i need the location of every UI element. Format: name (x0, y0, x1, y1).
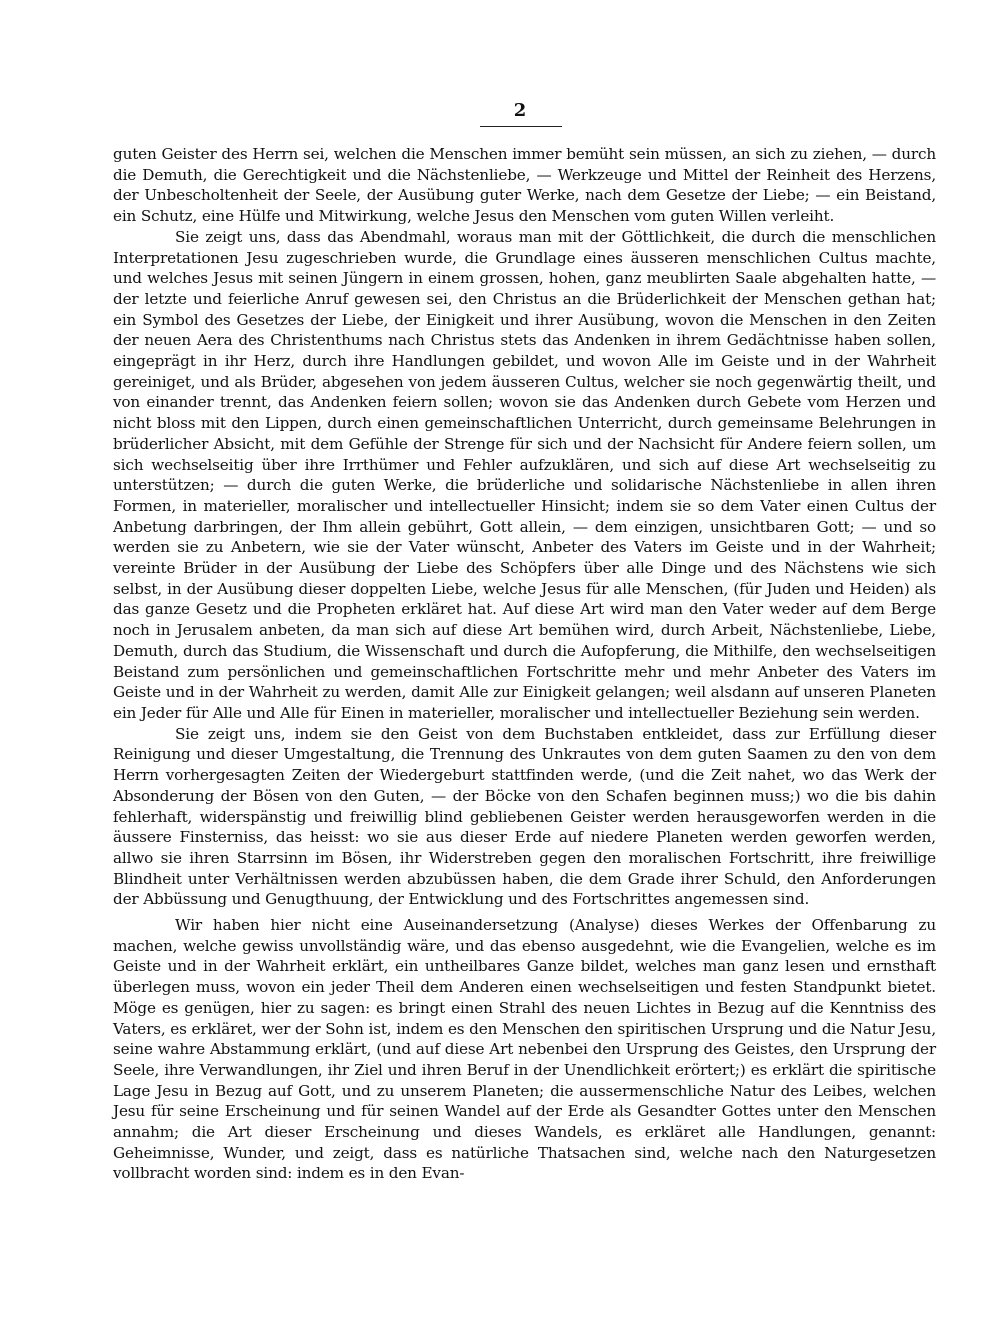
header-rule (480, 126, 562, 127)
paragraph-3: Sie zeigt uns, indem sie den Geist von dem Buchstaben entkleidet, dass zur Erfüllung dieser Reinigung und dieser Umgestaltung, die Trennung des Unkrautes von dem guten Saamen zu den von dem Herrn vorhergesagten Zeiten der Wiedergeburt stattfinden werde, (und die Zeit nahet, wo das Werk der Absonderung der Bösen von den Guten, — der Böcke von den Schafen beginnen muss;) wo die bis dahin fehlerhaft, widerspänstig und freiwillig blind gebliebenen Geister werden herausgeworfen werden in die äussere Finsterniss, das heisst: wo sie aus dieser Erde auf niedere Planeten werden geworfen werden, allwo sie ihren Starrsinn im Bösen, ihr Widerstreben gegen den moralischen Fortschritt, ihre freiwillige Blindheit unter Verhältnissen werden abzubüssen haben, die dem Grade ihrer Schuld, den Anforderungen der Abbüssung und Genugthuung, der Entwicklung und des Fortschrittes angemessen sind. (113, 724, 936, 909)
paragraph-1: guten Geister des Herrn sei, welchen die Menschen immer bemüht sein müssen, an sich zu ziehen, — durch die Demuth, die Gerechtigkeit und die Nächstenliebe, — Werkzeuge und Mittel der Reinheit des Herzens, der Unbescholtenheit der Seele, der Ausübung guter Werke, nach dem Gesetze der Liebe; — ein Beistand, ein Schutz, eine Hülfe und Mitwirkung, welche Jesus den Menschen vom guten Willen verleiht. (113, 145, 936, 226)
page-number: 2 (513, 100, 527, 121)
body-text (113, 144, 936, 1184)
paragraph-2: Sie zeigt uns, dass das Abendmahl, woraus man mit der Göttlichkeit, die durch die menschlichen Interpretationen Jesu zugeschrieben wurde, die Grundlage eines äusseren menschlichen Cultus machte, und welches Jesus mit seinen Jüngern in einem grossen, hohen, ganz meublirten Saale abgehalten hatte, — der letzte und feierliche Anruf gewesen sei, den Christus an die Brüderlichkeit der Menschen gethan hat; ein Symbol des Gesetzes der Liebe, der Einigkeit und ihrer Ausübung, wovon die Menschen in den Zeiten der neuen Aera des Christenthums nach Christus stets das Andenken in ihrem Gedächtnisse haben sollen, eingeprägt in ihr Herz, durch ihre Handlungen gebildet, und wovon Alle im Geiste und in der Wahrheit gereiniget, und als Brüder, abgesehen von jedem äusseren Cultus, welcher sie noch gegenwärtig theilt, und von einander trennt, das Andenken feiern sollen; wovon sie das Andenken durch Gebete vom Herzen und nicht bloss mit den Lippen, durch einen gemeinschaftlichen Unterricht, durch gemeinsame Belehrungen in brüderlicher Absicht, mit dem Gefühle der Strenge für sich und der Nachsicht für Andere feiern sollen, um sich wechselseitig über ihre Irrthümer und Fehler aufzuklären, und sich auf diese Art wechselseitig zu unterstützen; — durch die guten Werke, die brüderliche und solidarische Nächstenliebe in allen ihren Formen, in materieller, moralischer und intellectueller Hinsicht; indem sie so dem Vater einen Cultus der Anbetung darbringen, der Ihm allein gebührt, Gott allein, — dem einzigen, unsichtbaren Gott; — und so werden sie zu Anbetern, wie sie der Vater wünscht, Anbeter des Vaters im Geiste und in der Wahrheit; vereinte Brüder in der Ausübung der Liebe des Schöpfers über alle Dinge und des Nächstens wie sich selbst, in der Ausübung dieser doppelten Liebe, welche Jesus für alle Menschen, (für Juden und Heiden) als das ganze Gesetz und die Propheten erkläret hat. Auf diese Art wird man den Vater weder auf dem Berge noch in Jerusalem anbeten, da man sich auf diese Art bemühen wird, durch Arbeit, Nächstenliebe, Liebe, Demuth, durch das Studium, die Wissenschaft und durch die Aufopferung, die Mithilfe, den wechselseitigen Beistand zum persönlichen und gemeinschaftlichen Fortschritte mehr und mehr Anbeter des Vaters im Geiste und in der Wahrheit zu werden, damit Alle zur Einigkeit gelangen; weil alsdann auf unseren Planeten ein Jeder für Alle und Alle für Einen in materieller, moralischer und intellectueller Beziehung sein werden. (113, 227, 936, 722)
paragraph-4: Wir haben hier nicht eine Auseinandersetzung (Analyse) dieses Werkes der Offenbarung zu machen, welche gewiss unvollständig wäre, und das ebenso ausgedehnt, wie die Evangelien, welche es im Geiste und in der Wahrheit erklärt, ein untheilbares Ganze bildet, welches man ganz lesen und ernsthaft überlegen muss, wovon ein jeder Theil dem Anderen einen wechselseitigen und festen Standpunkt bietet. Möge es genügen, hier zu sagen: es bringt einen Strahl des neuen Lichtes in Bezug auf die Kenntniss des Vaters, es erkläret, wer der Sohn ist, indem es den Menschen den spiritischen Ursprung und die Natur Jesu, seine wahre Abstammung erklärt, (und auf diese Art nebenbei den Ursprung des Geistes, den Ursprung der Seele, ihre Verwandlungen, ihr Ziel und ihren Beruf in der Unendlichkeit erörtert;) es erklärt die spiritische Lage Jesu in Bezug auf Gott, und zu unserem Planeten; die aussermenschliche Natur des Leibes, welchen Jesu für seine Erscheinung und für seinen Wandel auf der Erde als Gesandter Gottes unter den Menschen annahm; die Art dieser Erscheinung und dieses Wandels, es erkläret alle Handlungen, genannt: Geheimnisse, Wunder, und zeigt, dass es natürliche Thatsachen sind, welche nach den Naturgesetzen vollbracht worden sind: indem es in den Evan- (113, 916, 936, 1183)
